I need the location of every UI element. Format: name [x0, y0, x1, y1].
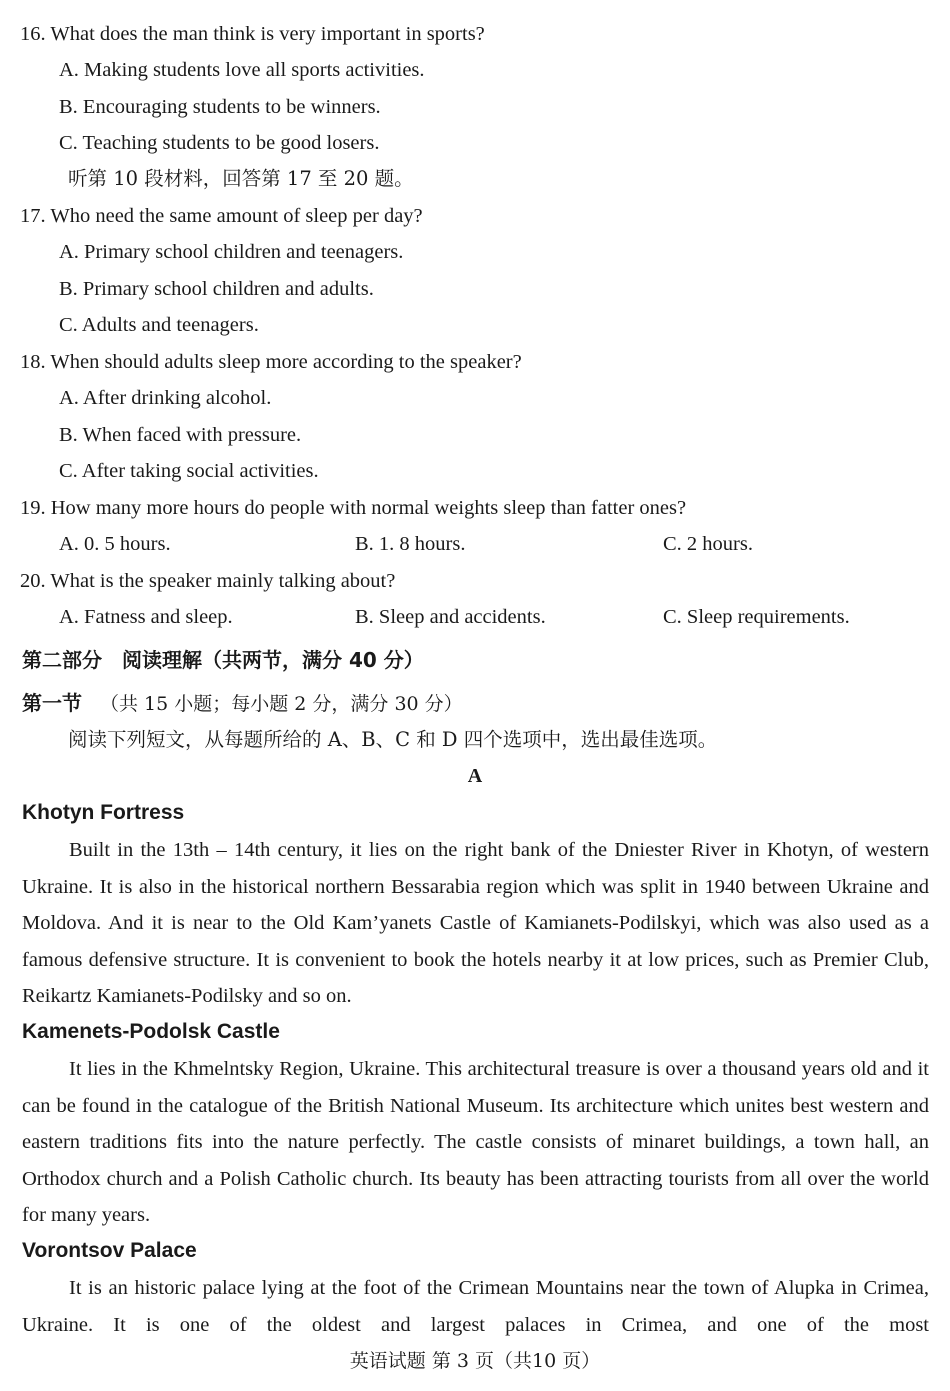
q16-option-b: B. Encouraging students to be winners.	[59, 96, 381, 118]
instruction-material-10: 听第 10 段材料，回答第 17 至 20 题。	[68, 167, 414, 190]
q16-option-c: C. Teaching students to be good losers.	[59, 132, 380, 154]
question-16: 16. What does the man think is very important in sports?	[20, 23, 485, 45]
q16-option-a: A. Making students love all sports activities.	[59, 59, 425, 81]
heading-vorontsov-palace: Vorontsov Palace	[22, 1239, 197, 1262]
q20-options-row	[0, 599, 950, 635]
q17-option-b: B. Primary school children and adults.	[59, 278, 374, 300]
q18-option-a: A. After drinking alcohol.	[59, 387, 272, 409]
question-20: 20. What is the speaker mainly talking about?	[20, 570, 396, 592]
section1-label: 第一节	[22, 691, 82, 715]
question-17: 17. Who need the same amount of sleep per day?	[20, 205, 423, 227]
q19-option-a: A. 0. 5 hours.	[59, 533, 171, 555]
paragraph-khotyn-fortress: Built in the 13th – 14th century, it lies on the right bank of the Dniester River in Khotyn, of western Ukraine. It is also in the historical northern Bessarabia region which was split in 1940 between Ukraine and Moldova. And it is near to the Old Kam’yanets Castle of Kamianets-Podilskyi, which was also used as a famous defensive structure. It is convenient to book the hotels nearby it at low prices, such as Premier Club, Reikartz Kamianets-Podilsky and so on.	[22, 839, 929, 1007]
heading-kamenets-podolsk-castle: Kamenets-Podolsk Castle	[22, 1020, 280, 1043]
section1-note: （共 15 小题；每小题 2 分，满分 30 分）	[100, 693, 463, 715]
q18-option-c: C. After taking social activities.	[59, 460, 319, 482]
heading-khotyn-fortress: Khotyn Fortress	[22, 801, 185, 824]
q20-option-a: A. Fatness and sleep.	[59, 606, 233, 628]
part2-title: 第二部分 阅读理解（共两节，满分 40 分）	[22, 648, 424, 672]
q20-option-b: B. Sleep and accidents.	[355, 606, 546, 628]
q17-option-c: C. Adults and teenagers.	[59, 314, 259, 336]
q17-option-a: A. Primary school children and teenagers.	[59, 241, 404, 263]
section1-header	[22, 685, 463, 721]
paragraph-kamenets-podolsk-castle: It lies in the Khmelntsky Region, Ukraine. This architectural treasure is over a thousand years old and it can be found in the catalogue of the British National Museum. Its architecture which unites best western and eastern traditions fits into the nature perfectly. The castle consists of minaret buildings, a town hall, an Orthodox church and a Polish Catholic church. Its beauty has been attracting tourists from all over the world for many years.	[22, 1058, 929, 1226]
q18-option-b: B. When faced with pressure.	[59, 424, 302, 446]
passage-label: A	[467, 765, 483, 787]
page-footer: 英语试题 第 3 页（共10 页）	[349, 1350, 601, 1372]
q20-option-c: C. Sleep requirements.	[663, 606, 850, 628]
reading-instruction: 阅读下列短文，从每题所给的 A、B、C 和 D 四个选项中，选出最佳选项。	[68, 728, 718, 751]
question-18: 18. When should adults sleep more according to the speaker?	[20, 351, 522, 373]
question-19: 19. How many more hours do people with normal weights sleep than fatter ones?	[20, 497, 687, 519]
q19-options-row	[0, 526, 950, 562]
q19-option-b: B. 1. 8 hours.	[355, 533, 466, 555]
q19-option-c: C. 2 hours.	[663, 533, 753, 555]
paragraph-vorontsov-palace: It is an historic palace lying at the foot of the Crimean Mountains near the town of Alupka in Crimea, Ukraine. It is one of the oldest and largest palaces in Crimea, and one of the most	[22, 1277, 929, 1336]
